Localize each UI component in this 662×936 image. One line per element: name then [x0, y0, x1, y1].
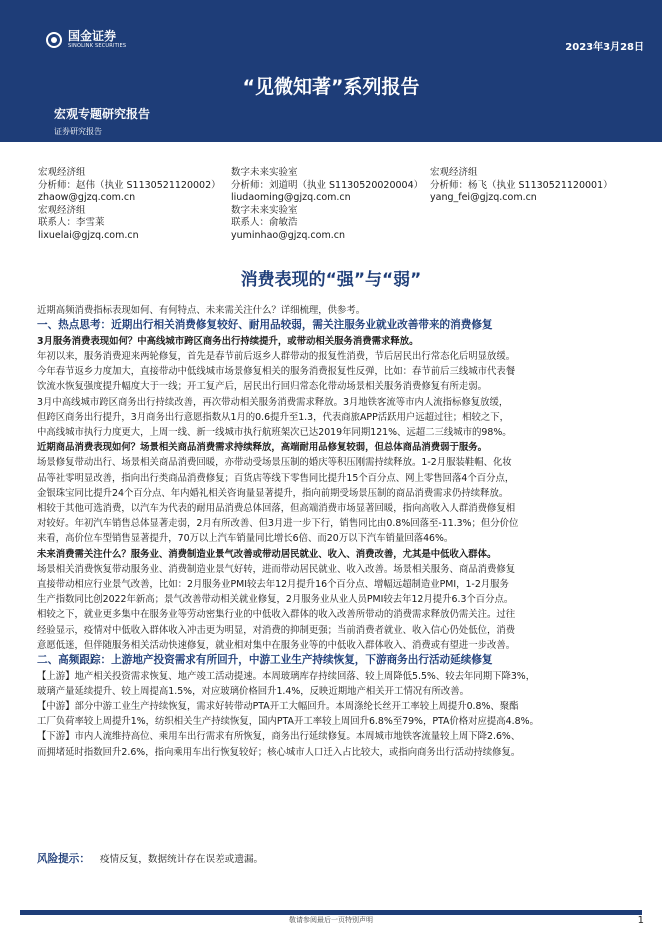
body-line: 金银珠宝同比提升24个百分点、年内婚礼相关咨询量显著提升，指向前期受场景压制的商品消费需求仍持续释放。 [37, 487, 509, 499]
logo-name-cn: 国金证券 [68, 29, 117, 43]
footer-disclaimer: 敬请参阅最后一页特别声明 [289, 916, 373, 924]
contact-group: 数字未来实验室 [231, 204, 298, 216]
contact-email: yuminhao@gjzq.com.cn [231, 229, 345, 241]
body-line: 中高线城市执行力度更大，上周一线、新一线城市执行航班架次已达2019年同期121%、远超二三线城市的98%。 [37, 427, 512, 439]
report-subtitle: 证券研究报告 [54, 127, 102, 136]
analyst-column-3 [430, 167, 613, 205]
series-title: “见微知著”系列报告 [242, 76, 420, 98]
bold-lead-line: 近期商品消费表现如何？场景相关商品消费需求持续释放，高端耐用品修复较弱，但总体商品消费弱于服务。 [37, 442, 488, 454]
section-heading: 一、热点思考：近期出行相关消费修复较好、耐用品较弱，需关注服务业就业改善带来的消费修复 [37, 319, 493, 332]
body-line: 3月中高线城市跨区商务出行持续改善，再次带动相关服务消费需求释放。3月地铁客流等市内人流指标修复放缓， [37, 396, 509, 408]
logo-mark-icon [46, 32, 62, 48]
body-line: 饮流水恢复强度提升幅度大于一线；开工复产后，居民出行回归常态化带动场景相关服务消费修复有所走弱。 [37, 381, 488, 393]
analyst-name: 分析师：杨飞（执业 S1130521120001） [430, 179, 613, 191]
analyst-column-2 [231, 167, 423, 242]
analyst-group: 宏观经济组 [38, 167, 86, 178]
body-line: 品等社零明显改善，指向出行类商品消费修复；百货店等线下零售同比提升15个百分点、网上零售回落4个百分点， [37, 472, 515, 484]
page-number: 1 [637, 915, 644, 926]
body-line: 场景相关消费恢复带动服务业、消费制造业景气好转，进而带动居民就业、收入改善。场景相关服务、商品消费修复 [37, 563, 516, 575]
body-line: 【中游】部分中游工业生产持续恢复，需求好转带动PTA开工大幅回升。本周涤纶长丝开工率较上周提升0.8%、聚酯 [37, 701, 519, 713]
report-body [37, 303, 629, 760]
body-line: 相较于其他可选消费，以汽车为代表的耐用品消费总体回落，但高端消费市场显著回暖，指向高收入人群消费修复相 [37, 503, 516, 515]
company-logo [46, 30, 126, 49]
main-title: 消费表现的“强”与“弱” [240, 270, 422, 290]
section-heading: 二、高频跟踪：上游地产投资需求有所回升，中游工业生产持续恢复，下游商务出行活动延续修复 [37, 654, 493, 667]
risk-warning [37, 851, 263, 866]
contact-group: 宏观经济组 [38, 204, 86, 216]
body-line: 对较好。年初汽车销售总体显著走弱，2月有所改善、但3月进一步下行，销售同比由0.8%回落至-11.3%；但分价位 [37, 518, 519, 530]
analyst-group: 数字未来实验室 [231, 167, 298, 178]
analyst-name: 分析师：刘道明（执业 S1130520020004） [231, 179, 424, 191]
body-line: 直接带动相应行业景气改善，比如：2月服务业PMI较去年12月提升16个百分点、增幅远超制造业PMI，1-2月服务 [37, 579, 509, 591]
report-date: 2023年3月28日 [565, 42, 644, 53]
risk-label: 风险提示： [37, 853, 90, 865]
analyst-email: liudaoming@gjzq.com.cn [231, 192, 351, 203]
contact-name: 联系人：俞敏浩 [231, 217, 298, 228]
logo-name-en: SINOLINK SECURITIES [68, 43, 127, 49]
body-line: 【下游】市内人流维持高位、乘用车出行需求有所恢复，商务出行延续修复。本周城市地铁客流量较上周下降2.6%、 [37, 731, 521, 743]
body-line: 来看，高价位车型销售显著提升，70万以上汽车销量同比增长6倍、而20万以下汽车销量回落46%。 [37, 533, 454, 545]
analyst-column-1 [38, 167, 221, 242]
risk-text: 疫情反复，数据统计存在误差或遗漏。 [99, 854, 264, 865]
body-line: 但跨区商务出行提升，3月商务出行意愿指数从1月的0.6提升至1.3，代表商旅APP活跃用户远超过往；相较之下， [37, 411, 509, 423]
analyst-name: 分析师：赵伟（执业 S1130521120002） [38, 179, 221, 191]
bold-lead-line: 未来消费需关注什么？服务业、消费制造业景气改善或带动居民就业、收入、消费改善，尤其是中低收入群体。 [37, 548, 497, 560]
body-line: 意愿低迷，但伴随服务相关活动快速修复，就业相对集中在服务业等的中低收入群体收入、消费或有望进一步改善。 [37, 639, 516, 651]
contact-name: 联系人：李雪莱 [38, 217, 105, 228]
body-line: 今年春节返乡力度加大，直接带动中低线城市场景修复相关的服务消费报复性反弹，比如：春节前后三线城市代表餐 [37, 366, 516, 378]
body-line: 近期高频消费指标表现如何、有何特点、未来需关注什么？详细梳理，供参考。 [37, 305, 366, 316]
body-line: 经验显示，疫情对中低收入群体收入冲击更为明显，对消费的抑制更强；当前消费者就业、收入信心仍处低位，消费 [37, 624, 516, 636]
body-line: 【上游】地产相关投资需求恢复、地产竣工活动提速。本周玻璃库存持续回落、较上周降低5.5%、较去年同期下降3%， [37, 670, 536, 682]
analyst-group: 宏观经济组 [430, 167, 478, 178]
body-line: 而拥堵延时指数回升2.6%，指向乘用车出行恢复较好；核心城市人口迁入占比较大，或指向商务出行活动持续修复。 [37, 746, 521, 758]
body-line: 年初以来，服务消费迎来两轮修复，首先是春节前后返乡人群带动的报复性消费，节后居民出行常态化后明显放缓。 [37, 351, 516, 362]
body-line: 玻璃产量延续提升、较上周提高1.5%，对应玻璃价格回升1.4%，反映近期地产相关开工情况有所改善。 [37, 685, 470, 697]
bold-lead-line: 3月服务消费表现如何？中高线城市跨区商务出行持续提升，或带动相关服务消费需求释放。 [37, 335, 419, 347]
analyst-email: yang_fei@gjzq.com.cn [430, 192, 537, 203]
body-line: 生产指数同比创2022年新高；景气改善带动相关就业修复，2月服务业从业人员PMI较去年12月提升6.3个百分点。 [37, 594, 514, 606]
body-line: 场景修复带动出行、场景相关商品消费回暖，亦带动受场景压制的婚庆等积压刚需持续释放。1-2月服装鞋帽、化妆 [37, 457, 512, 469]
contact-email: lixuelai@gjzq.com.cn [38, 229, 139, 241]
report-header [0, 0, 662, 142]
report-type: 宏观专题研究报告 [54, 107, 151, 121]
analyst-email: zhaow@gjzq.com.cn [38, 192, 136, 203]
body-line: 工厂负荷率较上周提升1%，纺织相关生产持续恢复，国内PTA开工率较上周回升6.8%至79%，PTA价格对应提高4.8%。 [37, 716, 539, 728]
body-line: 相较之下，就业更多集中在服务业等劳动密集行业的中低收入群体的收入改善所带动的消费需求释放仍需关注。过往 [37, 609, 516, 621]
